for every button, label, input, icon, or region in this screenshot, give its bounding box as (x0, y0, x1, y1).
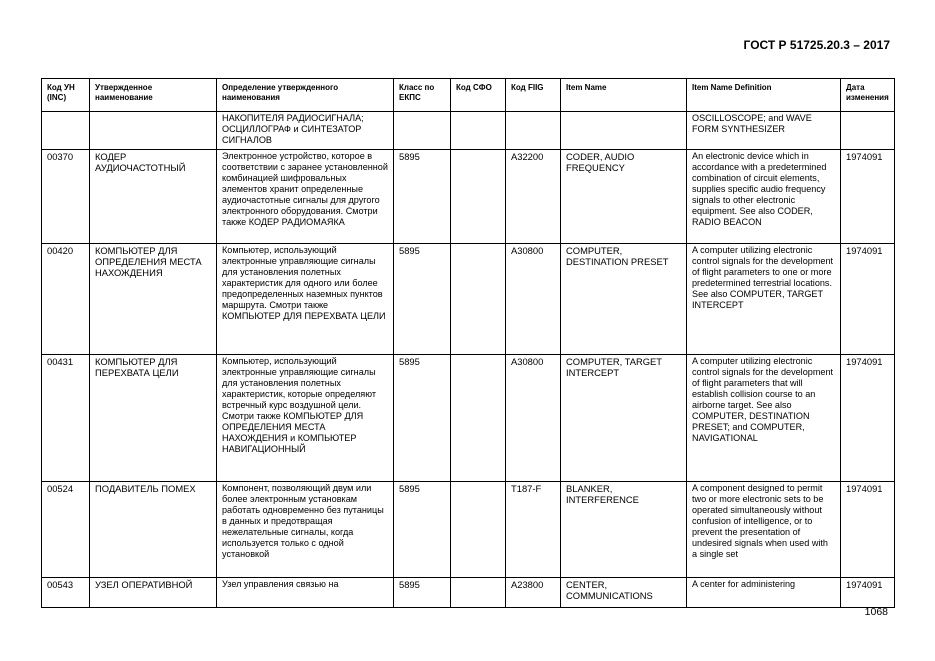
cell-item-name-definition: A component designed to permit two or more electronic sets to be operated simultaneously without confusion of intelligence, or to prevent the presentation of undesired signals when used with a single set (687, 482, 841, 578)
cell-definition: НАКОПИТЕЛЯ РАДИОСИГНАЛА; ОСЦИЛЛОГРАФ и СИНТЕЗАТОР СИГНАЛОВ (217, 112, 394, 150)
column-header-definition: Определение утвержденного наименования (217, 79, 394, 112)
document-title: ГОСТ Р 51725.20.3 – 2017 (743, 38, 890, 52)
cell-sfo-code (451, 112, 506, 150)
cell-item-name-definition: A computer utilizing electronic control signals for the development of flight parameters to one or more predetermined terrestrial locations. See also COMPUTER, TARGET INTERCEPT (687, 244, 841, 355)
cell-item-name: COMPUTER, DESTINATION PRESET (561, 244, 687, 355)
cell-inc: 00420 (42, 244, 90, 355)
cell-item-name-definition: A computer utilizing electronic control signals for the development of flight parameters that will establish collision course to an airborne target. See also COMPUTER, DESTINATION PRESET; and COMPUTER, NAVIGATIONAL (687, 355, 841, 482)
cell-change-date: 1974091 (841, 244, 895, 355)
cell-fiig-code (506, 112, 561, 150)
cell-ekps-class: 5895 (394, 578, 451, 608)
cell-item-name: CODER, AUDIO FREQUENCY (561, 150, 687, 244)
cell-inc: 00543 (42, 578, 90, 608)
table-body (42, 112, 895, 608)
cell-ekps-class: 5895 (394, 355, 451, 482)
table-row (42, 355, 895, 482)
column-header-change-date: Дата изменения (841, 79, 895, 112)
cell-approved-name (90, 112, 217, 150)
cell-inc (42, 112, 90, 150)
cell-item-name: CENTER, COMMUNICATIONS (561, 578, 687, 608)
cell-change-date: 1974091 (841, 578, 895, 608)
column-header-item-name: Item Name (561, 79, 687, 112)
table-header-row (42, 79, 895, 112)
cell-ekps-class: 5895 (394, 150, 451, 244)
page-number: 1068 (864, 606, 888, 618)
cell-ekps-class: 5895 (394, 482, 451, 578)
cell-item-name-definition: A center for administering (687, 578, 841, 608)
cell-approved-name: УЗЕЛ ОПЕРАТИВНОЙ (90, 578, 217, 608)
table-row (42, 150, 895, 244)
cell-inc: 00524 (42, 482, 90, 578)
table-row (42, 578, 895, 608)
cell-item-name: BLANKER, INTERFERENCE (561, 482, 687, 578)
cell-sfo-code (451, 355, 506, 482)
cell-approved-name: КОДЕР АУДИОЧАСТОТНЫЙ (90, 150, 217, 244)
cell-change-date: 1974091 (841, 150, 895, 244)
cell-item-name: COMPUTER, TARGET INTERCEPT (561, 355, 687, 482)
column-header-approved-name: Утвержденное наименование (90, 79, 217, 112)
column-header-ekps-class: Класс по ЕКПС (394, 79, 451, 112)
cell-sfo-code (451, 150, 506, 244)
cell-fiig-code: T187-F (506, 482, 561, 578)
cell-approved-name: ПОДАВИТЕЛЬ ПОМЕХ (90, 482, 217, 578)
table-row (42, 244, 895, 355)
cell-item-name-definition: An electronic device which in accordance with a predetermined combination of circuit elements, supplies specific audio frequency signals to other electronic equipment. See also CODER, RADIO BEACON (687, 150, 841, 244)
column-header-sfo-code: Код СФО (451, 79, 506, 112)
cell-sfo-code (451, 244, 506, 355)
table-row (42, 112, 895, 150)
cell-fiig-code: A23800 (506, 578, 561, 608)
cell-fiig-code: A30800 (506, 244, 561, 355)
item-name-table (41, 78, 895, 608)
cell-item-name (561, 112, 687, 150)
column-header-item-name-definition: Item Name Definition (687, 79, 841, 112)
cell-inc: 00370 (42, 150, 90, 244)
cell-change-date (841, 112, 895, 150)
cell-fiig-code: A30800 (506, 355, 561, 482)
cell-change-date: 1974091 (841, 355, 895, 482)
cell-sfo-code (451, 482, 506, 578)
cell-sfo-code (451, 578, 506, 608)
table-row (42, 482, 895, 578)
cell-definition: Компьютер, использующий электронные управляющие сигналы для установления полетных характеристик, которые определяют встречный курс воздушной цели. Смотри также КОМПЬЮТЕР ДЛЯ ОПРЕДЕЛЕНИЯ МЕСТА НАХОЖДЕНИЯ и КОМПЬЮТЕР НАВИГАЦИОННЫЙ (217, 355, 394, 482)
column-header-inc: Код УН (INC) (42, 79, 90, 112)
cell-change-date: 1974091 (841, 482, 895, 578)
cell-approved-name: КОМПЬЮТЕР ДЛЯ ОПРЕДЕЛЕНИЯ МЕСТА НАХОЖДЕНИЯ (90, 244, 217, 355)
column-header-fiig-code: Код FIIG (506, 79, 561, 112)
cell-definition: Компьютер, использующий электронные управляющие сигналы для установления полетных характеристик для одного или более предопределенных наземных пунктов маршрута. Смотри также КОМПЬЮТЕР ДЛЯ ПЕРЕХВАТА ЦЕЛИ (217, 244, 394, 355)
cell-definition: Электронное устройство, которое в соответствии с заранее установленной комбинацией шифровальных элементов хранит определенные аудиочастотные сигналы для другого электронного оборудования. Смотри также КОДЕР РАДИОМАЯКА (217, 150, 394, 244)
cell-ekps-class: 5895 (394, 244, 451, 355)
cell-item-name-definition: OSCILLOSCOPE; and WAVE FORM SYNTHESIZER (687, 112, 841, 150)
cell-definition: Узел управления связью на (217, 578, 394, 608)
cell-approved-name: КОМПЬЮТЕР ДЛЯ ПЕРЕХВАТА ЦЕЛИ (90, 355, 217, 482)
cell-definition: Компонент, позволяющий двум или более электронным установкам работать одновременно без путаницы в данных и предотвращая нежелательные сигналы, когда используется только с одной установкой (217, 482, 394, 578)
cell-ekps-class (394, 112, 451, 150)
cell-fiig-code: A32200 (506, 150, 561, 244)
cell-inc: 00431 (42, 355, 90, 482)
